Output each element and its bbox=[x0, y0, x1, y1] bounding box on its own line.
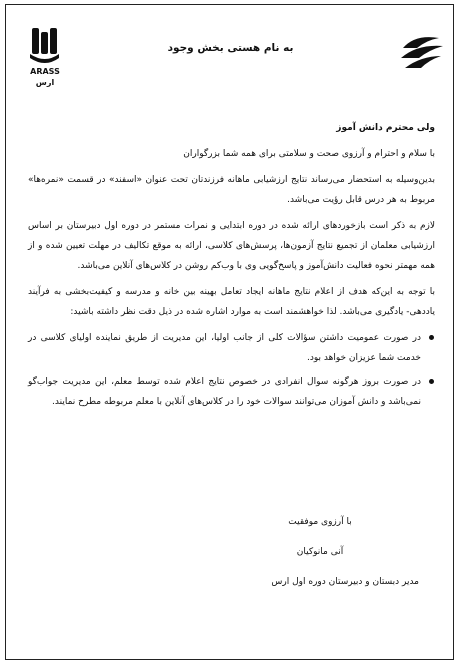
emblem-logo bbox=[397, 32, 447, 76]
signature-closing: با آرزوی موفقیت bbox=[288, 517, 352, 527]
paragraph-assessment-note: لازم به ذکر است بازخوردهای ارائه شده در دوره ابتدایی و نمرات مستمر در دوره اول دبیرستان بر اساس ارزشیابی معلمان از تجمیع نتایج آزمون‌ها، پرسش‌های کلاسی، ارائه به موقع تکالیف در مهلت تعیین شده و از همه مهمتر نحوه فعالیت دانش‌آموز و پاسخ‌گویی وی با وب‌کم روشن در کلاس‌های آنلاین می‌باشد. bbox=[28, 221, 435, 271]
school-logo-icon bbox=[18, 28, 72, 88]
signature-name: آنی مانوکیان bbox=[296, 547, 344, 557]
page-title: به نام هستی بخش وجود bbox=[167, 42, 294, 54]
logo-text-persian: ارس bbox=[35, 78, 55, 87]
greeting-salutation: با سلام و احترام و آرزوی صحت و سلامتی برای همه شما بزرگواران bbox=[183, 149, 435, 159]
signature-role: مدیر دبستان و دبیرستان دوره اول ارس bbox=[271, 577, 419, 587]
letter-header bbox=[0, 0, 461, 90]
greeting-recipient: ولی محترم دانش آموز bbox=[336, 123, 435, 133]
bullet-icon bbox=[429, 335, 434, 340]
paragraph-results-notice: بدین‌وسیله به استحضار می‌رساند نتایج ارزشیابی ماهانه فرزندتان تحت عنوان «اسفند» در قسمت «نمره‌ها» مربوط به هر درس قابل رؤیت می‌باشد. bbox=[28, 175, 435, 205]
school-logo bbox=[18, 28, 72, 88]
letter-body bbox=[28, 118, 435, 420]
list-item bbox=[28, 328, 421, 368]
paragraph-purpose: با توجه به این‌که هدف از اعلام نتایج ماهانه ایجاد تعامل بهینه بین خانه و مدرسه و کیفیت‌بخشی به فرآیند یاددهی- یادگیری می‌باشد. لذا خواهشمند است به موارد اشاره شده در ذیل دقت نظر داشته باشید: bbox=[28, 287, 435, 317]
logo-text-latin: ARASS bbox=[30, 67, 60, 76]
list-item bbox=[28, 372, 421, 412]
list-item-text: در صورت عمومیت داشتن سؤالات کلی از جانب اولیا، این مدیریت از طریق نماینده اولیای کلاسی در خدمت شما عزیزان خواهد بود. bbox=[28, 333, 421, 363]
bullet-icon bbox=[429, 379, 434, 384]
notes-list bbox=[28, 328, 435, 412]
emblem-logo-icon bbox=[397, 32, 447, 76]
list-item-text: در صورت بروز هرگونه سوال انفرادی در خصوص نتایج اعلام شده توسط معلم، این مدیریت جواب‌گو نمی‌باشد و دانش آموزان می‌توانند سوالات خود را در کلاس‌های آنلاین با معلم مربوطه مطرح نمایند. bbox=[28, 377, 421, 407]
signature-block bbox=[205, 512, 435, 602]
